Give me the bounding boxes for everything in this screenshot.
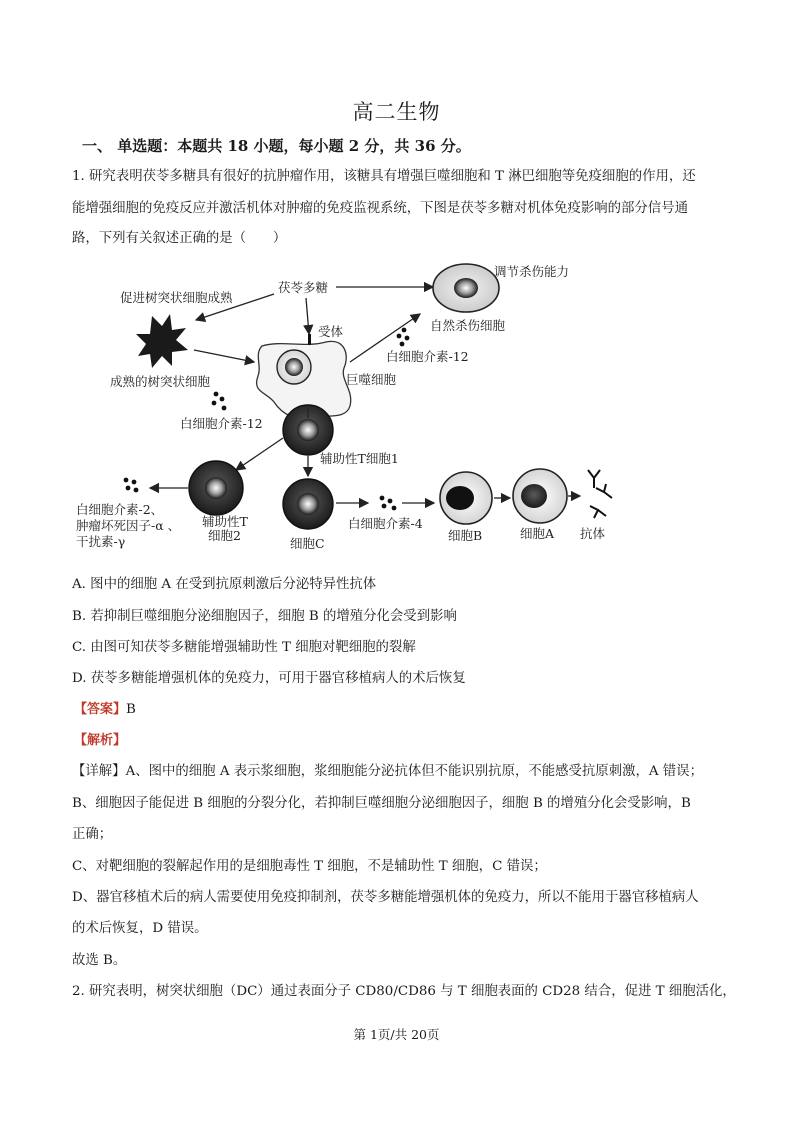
analysis-line-2: B、细胞因子能促进 B 细胞的分裂分化，若抑制巨噬细胞分泌细胞因子，细胞 B 的增殖分化会受影响，B xyxy=(72,796,691,811)
next-question-line: 2. 研究表明，树突状细胞（DC）通过表面分子 CD80/CD86 与 T 细胞表面的 CD28 结合，促进 T 细胞活化， xyxy=(72,984,736,999)
analysis-label: 【解析】 xyxy=(74,733,127,748)
question-line-2: 能增强细胞的免疫反应并激活机体对肿瘤的免疫监视系统，下图是茯苓多糖对机体免疫影响的部分信号通 xyxy=(72,201,688,216)
mature-dc-label: 成熟的树突状细胞 xyxy=(110,374,211,389)
il4-label: 白细胞介素-4 xyxy=(348,516,423,531)
antibody-icon xyxy=(588,470,612,518)
cytokines-line2: 肿瘤坏死因子-α 、 xyxy=(76,518,181,533)
nk-nucleus xyxy=(454,278,478,298)
detail-label: 【详解】 xyxy=(72,764,126,779)
question-line-1: 1. 研究表明茯苓多糖具有很好的抗肿瘤作用，该糖具有增强巨噬细胞和 T 淋巴细胞等免疫细胞的作用，还 xyxy=(72,169,696,184)
th2-label-line2: 细胞2 xyxy=(208,528,241,543)
option-b: B. 若抑制巨噬细胞分泌细胞因子，细胞 B 的增殖分化会受到影响 xyxy=(72,609,457,624)
answer-value: B xyxy=(126,702,136,717)
analysis-line-3: 正确； xyxy=(72,827,113,842)
macrophage-nucleus xyxy=(285,358,303,376)
nk-label: 自然杀伤细胞 xyxy=(430,318,506,333)
th2-nucleus xyxy=(205,477,227,499)
cell-c-label: 细胞C xyxy=(290,536,325,551)
section-heading: 一、 单选题：本题共 18 小题，每小题 2 分，共 36 分。 xyxy=(82,137,471,155)
analysis-line-5: D、器官移植术后的病人需要使用免疫抑制剂，茯苓多糖能增强机体的免疫力，所以不能用于器官移植病人 xyxy=(72,890,699,905)
arrow-th1-to-th2 xyxy=(236,438,283,470)
page-title: 高二生物 xyxy=(352,100,441,124)
cell-b-nucleus xyxy=(446,486,474,510)
il12-right-label: 白细胞介素-12 xyxy=(386,349,469,364)
cell-a-nucleus xyxy=(521,484,547,508)
receptor-mark xyxy=(308,334,311,345)
cell-a-label: 细胞A xyxy=(520,526,555,541)
promote-dc-label: 促进树突状细胞成熟 xyxy=(120,290,233,305)
cell-c-nucleus xyxy=(297,493,319,515)
cell-b-label: 细胞B xyxy=(448,528,483,543)
analysis-line-1: 【详解】A、图中的细胞 A 表示浆细胞，浆细胞能分泌抗体但不能识别抗原，不能感受抗原刺激，A 错误； xyxy=(72,764,703,779)
immune-pathway-diagram xyxy=(68,258,628,558)
th1-label: 辅助性T细胞1 xyxy=(320,451,399,466)
antibody-label: 抗体 xyxy=(580,526,606,541)
analysis-line-6: 的术后恢复，D 错误。 xyxy=(72,921,208,936)
poria-label: 茯苓多糖 xyxy=(278,280,329,295)
dendritic-cell xyxy=(136,314,188,368)
th2-label-line1: 辅助性T xyxy=(202,514,248,529)
page-footer: 第 1页/共 20页 xyxy=(353,1027,440,1042)
answer-row xyxy=(74,698,136,717)
arrow-poria-to-receptor xyxy=(306,298,309,334)
analysis-heading xyxy=(74,729,126,748)
analysis-line-7: 故选 B。 xyxy=(72,953,127,968)
il12-left-label: 白细胞介素-12 xyxy=(180,416,263,431)
analysis-line-4: C、对靶细胞的裂解起作用的是细胞毒性 T 细胞，不是辅助性 T 细胞，C 错误； xyxy=(72,859,547,874)
question-line-3: 路，下列有关叙述正确的是（ ） xyxy=(72,231,287,246)
receptor-label: 受体 xyxy=(318,324,344,339)
option-c: C. 由图可知茯苓多糖能增强辅助性 T 细胞对靶细胞的裂解 xyxy=(72,640,416,655)
option-d: D. 茯苓多糖能增强机体的免疫力，可用于器官移植病人的术后恢复 xyxy=(72,671,466,686)
macrophage-label: 巨噬细胞 xyxy=(346,372,397,387)
cytokines-line1: 白细胞介素-2、 xyxy=(76,502,164,517)
th1-nucleus xyxy=(297,419,319,441)
option-a: A. 图中的细胞 A 在受到抗原刺激后分泌特异性抗体 xyxy=(72,577,377,592)
regulate-label: 调节杀伤能力 xyxy=(494,264,570,279)
cytokines-line3: 干扰素-γ xyxy=(76,534,126,549)
answer-label: 【答案】 xyxy=(74,702,127,717)
arrow-dc-to-macrophage xyxy=(194,350,254,362)
